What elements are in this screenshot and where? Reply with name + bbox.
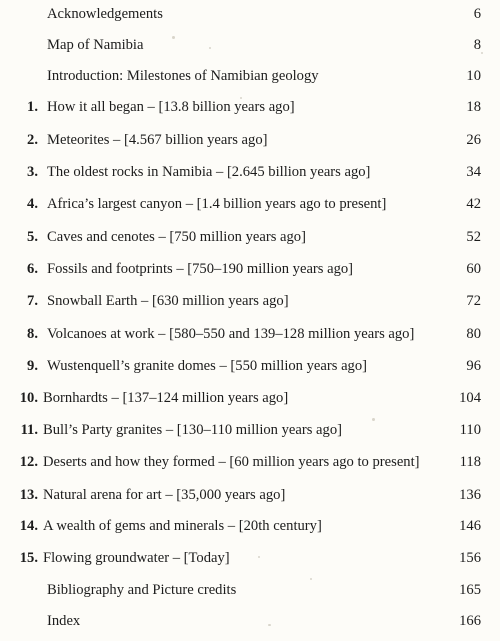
toc-entry-title: The oldest rocks in Namibia – [2.645 billion years ago]	[47, 164, 371, 180]
toc-entry-chapter-12[interactable]	[0, 451, 500, 473]
toc-entry-page: 42	[466, 196, 481, 212]
toc-entry-title: Bibliography and Picture credits	[47, 582, 237, 598]
toc-entry-number: 13.	[19, 487, 38, 503]
toc-entry-chapter-10[interactable]	[0, 387, 500, 409]
toc-entry-chapter-5[interactable]	[0, 226, 500, 248]
toc-entry-number: 8.	[27, 326, 38, 342]
toc-entry-title: Introduction: Milestones of Namibian geology	[47, 68, 319, 84]
toc-entry-title: Deserts and how they formed – [60 million years ago to present]	[43, 454, 420, 470]
toc-entry-chapter-4[interactable]	[0, 193, 500, 215]
toc-entry-number: 9.	[27, 358, 38, 374]
toc-entry-title: Flowing groundwater – [Today]	[43, 550, 230, 566]
toc-entry-page: 118	[459, 454, 481, 470]
toc-entry-title: Caves and cenotes – [750 million years ago]	[47, 229, 306, 245]
toc-entry-title: Volcanoes at work – [580–550 and 139–128 million years ago]	[47, 326, 415, 342]
toc-entry-index[interactable]	[0, 610, 500, 632]
toc-entry-title: Bull’s Party granites – [130–110 million years ago]	[43, 422, 342, 438]
toc-entry-title: Africa’s largest canyon – [1.4 billion years ago to present]	[47, 196, 387, 212]
toc-entry-title: Acknowledgements	[47, 6, 163, 22]
toc-entry-page: 165	[459, 582, 481, 598]
toc-entry-title: Bornhardts – [137–124 million years ago]	[43, 390, 289, 406]
toc-entry-page: 136	[459, 487, 481, 503]
toc-entry-number: 3.	[27, 164, 38, 180]
toc-entry-bibliography[interactable]	[0, 579, 500, 601]
toc-entry-page: 80	[466, 326, 481, 342]
toc-entry-page: 110	[459, 422, 481, 438]
toc-entry-title: Map of Namibia	[47, 37, 144, 53]
toc-entry-page: 6	[473, 6, 481, 22]
toc-entry-page: 96	[466, 358, 481, 374]
toc-entry-number: 7.	[27, 293, 38, 309]
toc-entry-chapter-6[interactable]	[0, 258, 500, 280]
toc-entry-chapter-2[interactable]	[0, 129, 500, 151]
toc-entry-title: Meteorites – [4.567 billion years ago]	[47, 132, 268, 148]
toc-entry-chapter-3[interactable]	[0, 161, 500, 183]
toc-entry-title: Natural arena for art – [35,000 years ago]	[43, 487, 286, 503]
toc-entry-acknowledgements[interactable]	[0, 3, 500, 25]
toc-entry-number: 14.	[19, 518, 38, 534]
toc-entry-page: 104	[459, 390, 481, 406]
toc-entry-number: 11.	[20, 422, 38, 438]
toc-entry-page: 146	[459, 518, 481, 534]
toc-entry-title: Wustenquell’s granite domes – [550 million years ago]	[47, 358, 368, 374]
toc-entry-chapter-13[interactable]	[0, 484, 500, 506]
toc-entry-chapter-11[interactable]	[0, 419, 500, 441]
toc-entry-title: Index	[47, 613, 81, 629]
toc-entry-page: 72	[466, 293, 481, 309]
toc-entry-chapter-9[interactable]	[0, 355, 500, 377]
toc-entry-number: 6.	[27, 261, 38, 277]
toc-entry-number: 15.	[19, 550, 38, 566]
toc-entry-page: 166	[459, 613, 481, 629]
toc-entry-number: 4.	[27, 196, 38, 212]
toc-entry-number: 12.	[19, 454, 38, 470]
toc-entry-map-of-namibia[interactable]	[0, 34, 500, 56]
toc-entry-chapter-14[interactable]	[0, 515, 500, 537]
toc-entry-title: A wealth of gems and minerals – [20th century]	[43, 518, 322, 534]
toc-entry-chapter-8[interactable]	[0, 323, 500, 345]
toc-entry-title: How it all began – [13.8 billion years ago]	[47, 99, 295, 115]
toc-entry-page: 156	[459, 550, 481, 566]
toc-entry-chapter-15[interactable]	[0, 547, 500, 569]
toc-entry-page: 10	[466, 68, 481, 84]
toc-entry-title: Fossils and footprints – [750–190 million years ago]	[47, 261, 354, 277]
toc-entry-number: 1.	[27, 99, 38, 115]
toc-entry-introduction[interactable]	[0, 65, 500, 87]
toc-entry-number: 2.	[27, 132, 38, 148]
toc-entry-number: 10.	[19, 390, 38, 406]
toc-entry-page: 8	[473, 37, 481, 53]
toc-entry-page: 52	[466, 229, 481, 245]
toc-entry-chapter-1[interactable]	[0, 96, 500, 118]
toc-entry-page: 34	[466, 164, 481, 180]
toc-entry-page: 18	[466, 99, 481, 115]
toc-entry-page: 60	[466, 261, 481, 277]
toc-entry-title: Snowball Earth – [630 million years ago]	[47, 293, 289, 309]
toc-entry-page: 26	[466, 132, 481, 148]
toc-entry-chapter-7[interactable]	[0, 290, 500, 312]
toc-entry-number: 5.	[27, 229, 38, 245]
